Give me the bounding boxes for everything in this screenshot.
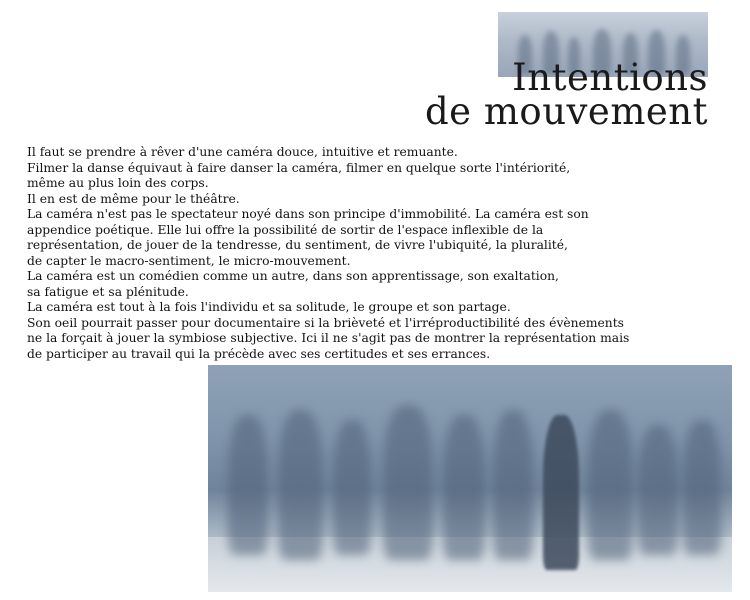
body-line: de capter le macro-sentiment, le micro-mouvement. [27,253,351,268]
dance-motion-photo [208,365,732,592]
body-line: La caméra est tout à la fois l'individu et sa solitude, le groupe et son partage. [27,300,511,314]
body-line: même au plus loin des corps. [27,176,209,190]
body-line: sa fatigue et sa plénitude. [27,284,189,299]
body-line: Il faut se prendre à rêver d'une caméra douce, intuitive et remuante. [27,145,458,159]
body-line: appendice poétique. Elle lui offre la possibilité de sortir de l'espace inflexible de la [27,222,544,237]
body-line: Son oeil pourrait passer pour documentaire si la brièveté et l'irréproductibilité des évènements [27,315,624,330]
body-line: Filmer la danse équivaut à faire danser la caméra, filmer en quelque sorte l'intériorité, [27,160,571,175]
page-title-line-2: de mouvement [424,90,708,133]
body-line: ne la forçait à jouer la symbiose subjective. Ici il ne s'agit pas de montrer la représentation mais [27,331,630,345]
body-line: La caméra est un comédien comme un autre, dans son apprentissage, son exaltation, [27,269,559,283]
body-text [27,145,732,362]
page-title-line-1: Intentions [512,56,708,99]
body-line: La caméra n'est pas le spectateur noyé dans son principe d'immobilité. La caméra est son [27,207,589,221]
body-line: représentation, de jouer de la tendresse, du sentiment, de vivre l'ubiquité, la pluralité, [27,238,568,252]
body-line: de participer au travail qui la précède avec ses certitudes et ses errances. [27,346,491,361]
body-line: Il en est de même pour le théâtre. [27,191,240,206]
